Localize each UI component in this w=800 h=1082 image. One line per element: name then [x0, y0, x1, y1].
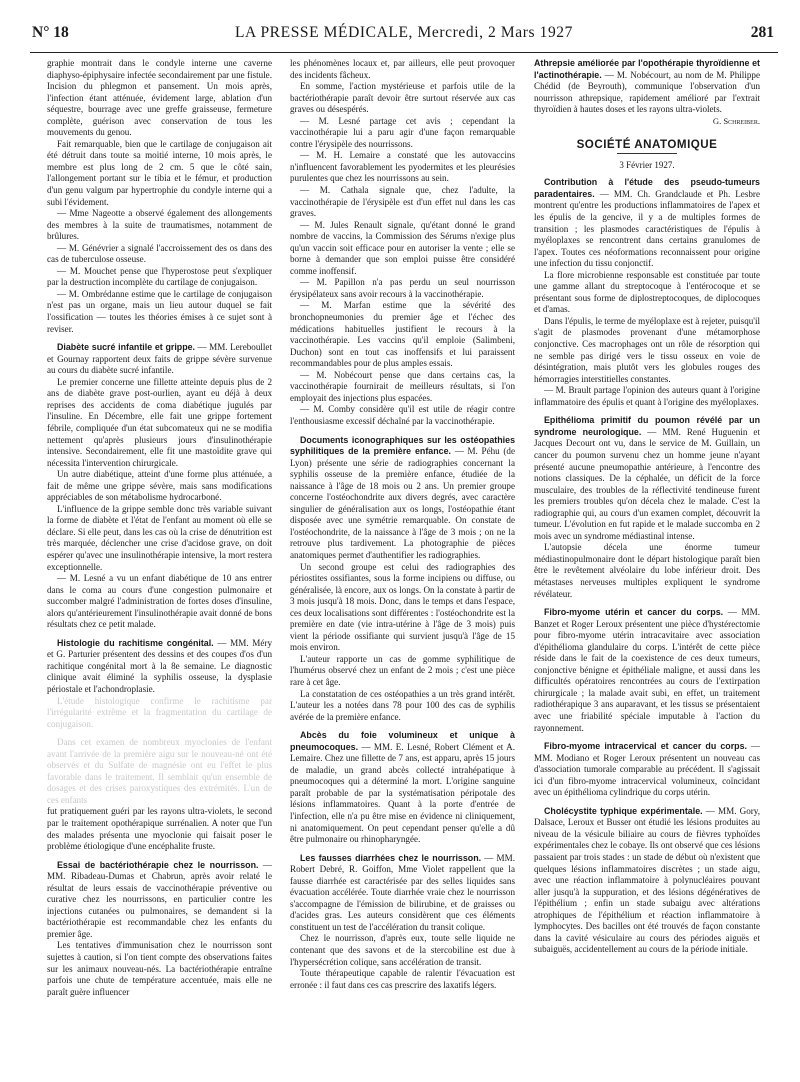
paragraph: Les tentatives d'immunisation chez le nourrisson sont sujettes à caution, si l'on tient compte des observations faites sur les animaux nouveau-nés. La bactériothérapie entraîne parfois une chute de température accentuée, mais elle ne paraît guère influencer	[47, 940, 272, 997]
article-lead: — MM. Méry et G. Parturier présentent des dessins et des coupes d'os d'un rachitique congénital mort à la 8e semaine. Le diagnostic clinique avait éliminé la syphilis osseuse, la dysplasie périostale et l'achondroplasie.	[47, 637, 272, 694]
column-3	[534, 58, 760, 1070]
article-title: Epithélioma primitif du poumon révélé par un syndrome neurologique.	[534, 415, 760, 437]
article-lead: — MM. Ch. Grandclaude et Ph. Lesbre montrent qu'entre les productions inflammatoires de l'apex et les épulis de la gencive, il y a de multiples formes de transition ; les plasmodes caractéristiques de l'épulis à myéloplaxes se rencontrent dans certains granulomes de l'apex. Toutes ces néoformations reconnaissent pour origine une infection du tissu conjonctif.	[534, 188, 760, 269]
article-lead: — MM. Banzet et Roger Leroux présentent une pièce d'hystérectomie pour fibro-myome utérin intracavitaire avec association d'épithélioma glandulaire du corps. L'intérêt de cette pièce réside dans le fait de la coexistence de ces deux tumeurs, conjonctive bénigne et épithéliale maligne, et aussi dans les difficultés opératoires rencontrées au cours de l'extirpation chirurgicale ; la malade avait subi, en effet, un traitement radiothérapique 3 ans auparavant, et les tissus se présentaient avec une friabilité spéciale imputable à l'action du rayonnement.	[534, 607, 760, 733]
paragraph: — M. Papillon n'a pas perdu un seul nourrisson érysipélateux sans avoir recours à la vaccinothérapie.	[290, 277, 515, 299]
article-title: Fibro-myome intracervical et cancer du corps.	[544, 741, 747, 752]
article-title: Contribution à l'étude des pseudo-tumeurs paradentaires.	[534, 177, 760, 199]
article-paragraph	[534, 607, 760, 734]
session-date: 3 Février 1927.	[619, 159, 675, 170]
article-paragraph	[534, 177, 760, 269]
article-paragraph	[534, 58, 760, 116]
paragraph: Un autre diabétique, atteint d'une forme plus atténuée, a fait de même une grippe sévère, mais sans modifications appréciables de son métabolisme hydrocarboné.	[47, 469, 272, 503]
article-paragraph	[290, 435, 515, 562]
column-2	[290, 58, 515, 1070]
article-title: Athrepsie améliorée par l'opothérapie thyroïdienne et l'actinothérapie.	[534, 58, 760, 80]
paragraph: Fait remarquable, bien que le cartilage de conjugaison ait été détruit dans toute sa moitié interne, 10 mois après, le membre est plus long de 2 cm. 5 que le côté sain, l'allongement portant sur le tibia et le fémur, et production d'un genu valgum par hypertrophie du condyle interne qui a subi l'évidement.	[47, 138, 272, 207]
paragraph: — M. Marfan estime que la sévérité des bronchopneumonies du premier âge et l'échec des médications habituelles justifient le recours à la vaccinothérapie. Les vaccins qu'il emploie (Salimbeni, Duchon) sont en tout cas inoffensifs et lui paraissent recommandables pour de plus amples essais.	[290, 300, 515, 369]
article-paragraph	[290, 853, 515, 934]
paragraph: graphie montrait dans le condyle interne une caverne diaphyso-épiphysaire infectée secondairement par une fistule. Incision du phlegmon et pansement. Un mois après, l'infection étant atténuée, évidement large, ablation d'un séquestre, bourrage avec une greffe graisseuse, fermeture complète, guérison avec conservation de tous les mouvements du genou.	[47, 58, 272, 138]
article-title: Histologie du rachitisme congénital.	[57, 637, 214, 648]
article-lead: — MM. Robert Debré, R. Goiffon, Mme Violet rappellent que la fausse diarrhée est caractérisée par des selles liquides sans évacuation accélérée. Toute diarrhée vraie chez le nourrisson s'accompagne de l'émission de bilirubine, et de graisses ou d'acides gras. Les auteurs considèrent que ces éléments constituent un test de l'accélération du transit colique.	[290, 852, 515, 932]
article-paragraph	[47, 860, 272, 941]
article-lead: — M. Péhu (de Lyon) présente une série de radiographies concernant la syphilis osseuse de la première enfance, étudiée de la naissance à l'âge de 18 mois ou 2 ans. Un premier groupe concerne l'ostéochondrite aux divers degrés, avec caractère singulier de généralisation aux os longs, l'ostéopathie étant disposée avec une symétrie remarquable. On constate de l'ostéochondrite, de la naissance à l'âge de 3 mois ; on ne la retrouve plus tardivement. La photographie de pièces anatomiques permet d'authentifier les radiographies.	[290, 446, 515, 560]
paragraph: — Mme Nageotte a observé également des allongements des membres à la suite de traumatismes, notamment de brûlures.	[47, 208, 272, 242]
article-paragraph	[47, 342, 272, 377]
article-paragraph	[534, 415, 760, 542]
article-title: Fibro-myome utérin et cancer du corps.	[544, 607, 724, 618]
paragraph: Le premier concerne une fillette atteinte depuis plus de 2 ans de diabète grave post-ourlien, ayant eu déjà à deux reprises des accidents de coma diabétique jugulés par l'insuline. En Décembre, elle fait une grippe fortement fébrile, compliquée d'un état subcomateux qui ne se modifia nettement qu'après plusieurs jours d'insulinothérapie intensive. Secondairement, elle fit une mastoïdite grave qui nécessita l'intervention chirurgicale.	[47, 376, 272, 468]
section-heading: SOCIÉTÉ ANATOMIQUE	[576, 138, 718, 152]
paragraph: La constatation de ces ostéopathies a un très grand intérêt. L'auteur les a notées dans 78 pour 100 des cas de syphilis avérée de la première enfance.	[290, 688, 515, 722]
article-lead: — MM. Modiano et Roger Leroux présentent un nouveau cas d'association tumorale comparable au précédent. Il s'agissait ici d'un fibro-myome intracervical volumineux, coïncidant avec un épithélioma cylindrique du corps utérin.	[534, 741, 760, 798]
paragraph: — M. Ombrédanne estime que le cartilage de conjugaison n'est pas un organe, mais un lieu autour duquel se fait l'ossification — toutes les théories émises à ce sujet sont à reviser.	[47, 288, 272, 334]
article-lead: — MM. E. Lesné, Robert Clément et A. Lemaire. Chez une fillette de 7 ans, est apparu, après 15 jours de maladie, un grand abcès collecté intrahépatique à pneumocoques qui a déterminé la mort. L'origine sanguine paraît probable de par la systématisation péripotale des lésions inflammatoires. Quant à la porte d'entrée de l'infection, elle n'a pu être mise en évidence ni cliniquement, ni anatomiquement. On peut cependant penser qu'elle a dû être pulmonaire ou rhinopharyngée.	[290, 741, 515, 845]
article-title: Diabète sucré infantile et grippe.	[57, 342, 196, 353]
article-lead: — M. Nobécourt, au nom de M. Philippe Chédid (de Beyrouth), communique l'observation d'un nourrisson athrepsique, rapidement amélioré par l'extrait thyroïdien à hautes doses et les rayons ultra-violets.	[534, 69, 760, 115]
paragraph: — M. Nobécourt pense que dans certains cas, la vaccinothérapie fournirait de meilleurs résultats, si l'on employait des injections plus espacées.	[290, 369, 515, 403]
paragraph: Dans l'épulis, le terme de myéloplaxe est à rejeter, puisqu'il s'agit de plasmodes provenant d'une métamorphose conjonctive. Ces macrophages ont un rôle de résorption qui ne semble pas dirigé vers le tissu osseux en voie de désintégration, mais plutôt vers les globules rouges des hémorragies interstitielles constantes.	[534, 315, 760, 384]
article-title: Essai de bactériothérapie chez le nourrisson.	[57, 859, 259, 870]
article-paragraph	[47, 638, 272, 696]
column-1	[47, 58, 272, 1070]
faded-paragraph: L'étude histologique confirme le rachitisme par l'irrégularité extrême et la fragmentation du cartilage de conjugaison.	[47, 695, 272, 729]
article-lead: — MM. Gory, Dalsace, Leroux et Busser ont étudié les lésions produites au niveau de la vésicule biliaire au cours de fièvres typhoïdes expérimentales chez le cobaye. Ils ont observé que ces lésions passaient par trois stades : un stade de début où n'existent que quelques lésions inflammatoires discrètes ; un stade aigu, avec une réaction inflammatoire à polynucléaires pouvant aller jusqu'à la suppuration, et des lésions dégénératives de l'épithélium ; enfin un stade subaigu avec altérations atrophiques de l'épithélium et réaction inflammatoire à lymphocytes. Des bacilles ont été trouvés de façon constante dans la cavité vésiculaire au cours des périodes aiguës et subaiguës, accidentellement au cours de la période initiale.	[534, 805, 760, 955]
paragraph: L'auteur rapporte un cas de gomme syphilitique de l'humérus observé chez un enfant de 2 mois ; c'est une pièce rare à cet âge.	[290, 653, 515, 687]
article-lead: — MM. Lereboullet et Gournay rapportent deux faits de grippe sévère survenue au cours du diabète sucré infantile.	[47, 342, 272, 376]
page-number: 281	[750, 24, 774, 41]
author-signature: G. Schreiber.	[712, 115, 760, 126]
paragraph: — M. Lesné a vu un enfant diabétique de 10 ans entrer dans le coma au cours d'une congestion pulmonaire et succomber malgré l'administration de fortes doses d'insuline, alors qu'antérieurement l'insulinothérapie avait donné de bons résultats chez ce petit malade.	[47, 573, 272, 630]
paragraph: — M. Brault partage l'opinion des auteurs quant à l'origine inflammatoire des épulis et quant à l'origine des myéloplaxes.	[534, 385, 760, 407]
article-paragraph	[534, 806, 760, 956]
article-title: Les fausses diarrhées chez le nourrisson.	[300, 852, 482, 863]
article-title: Cholécystite typhique expérimentale.	[544, 805, 703, 816]
paragraph: — M. Lesné partage cet avis ; cependant la vaccinothérapie lui a paru agir d'une façon remarquable contre l'érysipèle des nourrissons.	[290, 115, 515, 149]
article-lead: — MM. René Huguenin et Jacques Decourt ont vu, dans le service de M. Guillain, un cancer du poumon survenu chez un homme jeune n'ayant présenté aucune pneumopathie antérieure, à l'encontre des notions classiques. De la céphalée, un déficit de la force musculaire, des troubles de la réflectivité tendineuse furent les premiers troubles qu'on décela chez le malade. C'est la radiographie qui, au cours d'un examen complet, découvrit la tumeur. L'évolution en fut rapide et le malade succomba en 2 mois avec un syndrome médiastinal intense.	[534, 426, 760, 541]
article-title: Abcès du foie volumineux et unique à pneumocoques.	[290, 730, 515, 752]
paragraph: — M. H. Lemaire a constaté que les autovaccins n'influencent favorablement les pyodermites et les pleurésies purulentes que chez les nourrissons au sein.	[290, 150, 515, 184]
header-rule	[30, 52, 778, 53]
paragraph: La flore microbienne responsable est constituée par toute une gamme allant du streptocoque à l'entérocoque et se présentant sous forme de diplostreptocoques, de diplocoques et d'amas.	[534, 269, 760, 315]
paragraph: — M. Mouchet pense que l'hyperostose peut s'expliquer par la destruction incomplète du cartilage de conjugaison.	[47, 265, 272, 288]
paragraph: fut pratiquement guéri par les rayons ultra-violets, le second par le traitement opothérapique surrénalien. A noter que l'un des malades présenta une myoclonie qui faisait poser le problème étiologique d'une encéphalite fruste.	[47, 806, 272, 852]
article-lead: — MM. Ribadeau-Dumas et Chabrun, après avoir relaté le résultat de leurs essais de vaccinothérapie préventive ou curative chez les nourrissons, en particulier contre les injections cutanées ou pulmonaires, se demandent si la bactériothérapie est recommandable chez les enfants du premier âge.	[47, 859, 272, 939]
article-title: Documents iconographiques sur les ostéopathies syphilitiques de la première enfance.	[290, 434, 515, 457]
paragraph: les phénomènes locaux et, par ailleurs, elle peut provoquer des incidents fâcheux.	[290, 58, 515, 80]
paragraph: En somme, l'action mystérieuse et parfois utile de la bactériothérapie paraît devoir être surtout réservée aux cas graves ou désespérés.	[290, 81, 515, 115]
paragraph: — M. Comby considère qu'il est utile de réagir contre l'enthousiasme excessif déchaîné par la vaccinothérapie.	[290, 404, 515, 426]
issue-number: N° 18	[32, 24, 69, 41]
paragraph: Chez le nourrisson, d'après eux, toute selle liquide ne contenant que des savons et de la stercobiline est due à l'hypersécrétion colique, sans accélération de transit.	[290, 933, 515, 967]
paragraph: Toute thérapeutique capable de ralentir l'évacuation est erronée : il faut dans ces cas prescrire des laxatifs légers.	[290, 968, 515, 990]
article-paragraph	[290, 730, 515, 845]
paragraph: Un second groupe est celui des radiographies des périostites ossifiantes, sous la forme incipiens ou diffuse, ou généralisée, là encore, aux os longs. On la constate à partir de 3 mois jusqu'à 18 mois. Donc, dans le temps et dans l'espace, ces deux localisations sont différentes : l'ostéochondrite est la première en date (vie intra-utérine à l'âge de 3 mois) puis vient la période ossifiante qui survient jusqu'à l'âge de 15 mois environ.	[290, 561, 515, 653]
paragraph: L'autopsie décela une énorme tumeur médiastinopulmonaire dont le départ histologique paraît bien être le revêtement alvéolaire du lobe inférieur droit. Des métastases nerveuses multiples expliquent le syndrome révélateur.	[534, 542, 760, 599]
faded-paragraph: Dans cet examen de nombreux myoclonies de l'enfant avant l'arrivée de la première aigu sur le nouveau-né ont été observés et du Sulfate de magnésie ont eu l'effet le plus favorable dans le traitement. Il semblait qu'un ensemble de dosages et des crises paroxystiques des extrémités. L'un de ces enfants	[47, 737, 272, 805]
journal-title: LA PRESSE MÉDICALE, Mercredi, 2 Mars 1927	[234, 24, 574, 41]
paragraph: — M. Cathala signale que, chez l'adulte, la vaccinothérapie de l'érysipèle est d'un effet nul dans les cas graves.	[290, 185, 515, 219]
page-header	[30, 20, 778, 44]
article-paragraph	[534, 741, 760, 799]
paragraph: — M. Jules Renault signale, qu'étant donné le grand nombre de vaccins, la Commission des Sérums n'exige plus qu'un vaccin soit efficace pour en autoriser la vente ; elle se borne à demander que son emploi puisse être considéré comme inoffensif.	[290, 219, 515, 276]
paragraph: L'influence de la grippe semble donc très variable suivant la forme de diabète et l'état de l'enfant au moment où elle se déclare. Si elle peut, dans les cas où la crise de dénutrition est très marquée, déclencher une crise d'acidose grave, on doit espérer qu'avec une insulinothérapie intensive, la mort restera exceptionnelle.	[47, 503, 272, 572]
paragraph: — M. Génévrier a signalé l'accroissement des os dans des cas de tuberculose osseuse.	[47, 242, 272, 265]
heading-rule	[617, 153, 677, 154]
